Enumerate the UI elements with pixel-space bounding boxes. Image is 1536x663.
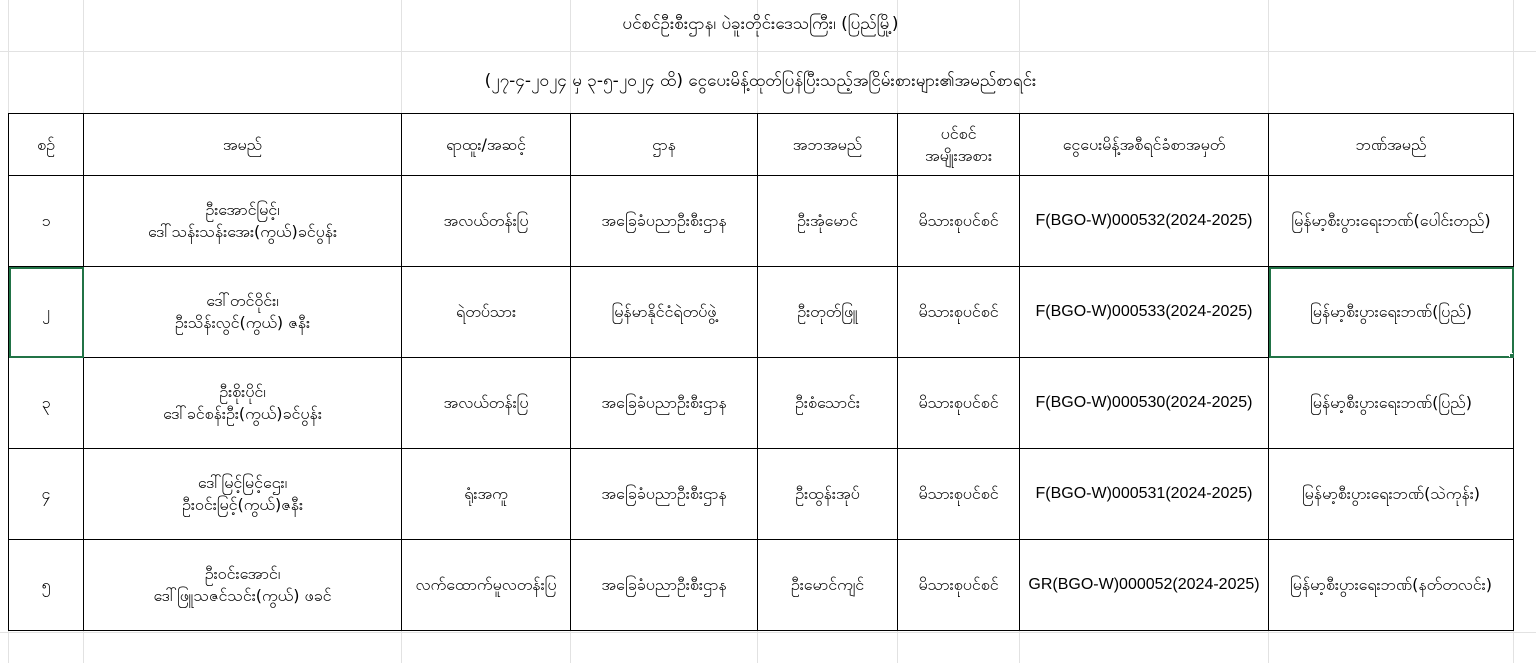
table-row (9, 176, 1514, 267)
cell-name[interactable] (84, 176, 402, 267)
header-order-no[interactable]: ငွေပေးမိန့်အစီရင်ခံစာအမှတ် (1020, 114, 1269, 176)
name-line-2: ဒေါ်ခင်စန်းဦး(ကွယ်)ခင်ပွန်း (163, 404, 322, 423)
cell-no[interactable]: ၄ (9, 449, 84, 540)
cell-rank[interactable]: ရဲတပ်သား (402, 267, 571, 358)
name-line-2: ဒေါ်သန်းသန်းအေး(ကွယ်)ခင်ပွန်း (147, 222, 338, 241)
fill-handle[interactable] (1509, 353, 1514, 358)
name-line-1: ဒေါ်မြင့်မြင့်ဌေး၊ (197, 473, 288, 492)
header-pension-type[interactable]: ပင်စင် အမျိုးအစား (898, 114, 1020, 176)
cell-name[interactable] (84, 449, 402, 540)
cell-department[interactable]: အခြေခံပညာဦးစီးဌာန (571, 540, 758, 631)
cell-no[interactable]: ၃ (9, 358, 84, 449)
cell-no[interactable]: ၁ (9, 176, 84, 267)
name-line-2: ဒေါ်ဖြူသဇင်သင်း(ကွယ်) ဖခင် (153, 586, 332, 605)
cell-bank-selected[interactable] (1269, 267, 1514, 358)
table-row (9, 358, 1514, 449)
cell-pension-type[interactable]: မိသားစုပင်စင် (898, 449, 1020, 540)
cell-department[interactable]: အခြေခံပညာဦးစီးဌာန (571, 358, 758, 449)
cell-bank-text: မြန်မာ့စီးပွားရေးဘဏ်(ပြည်) (1310, 302, 1472, 321)
header-no[interactable]: စဉ် (9, 114, 84, 176)
cell-father[interactable]: ဦးစံသောင်း (758, 358, 898, 449)
cell-name[interactable] (84, 267, 402, 358)
cell-order-no[interactable]: F(BGO-W)000531(2024-2025) (1020, 449, 1269, 540)
name-line-2: ဦးဝင်းမြင့်(ကွယ်)ဇနီး (181, 495, 304, 514)
table-row (9, 540, 1514, 631)
cell-name[interactable] (84, 358, 402, 449)
cell-order-no[interactable]: F(BGO-W)000532(2024-2025) (1020, 176, 1269, 267)
header-name[interactable]: အမည် (84, 114, 402, 176)
cell-bank[interactable]: မြန်မာ့စီးပွားရေးဘဏ်(နတ်တလင်း) (1269, 540, 1514, 631)
cell-order-no[interactable]: GR(BGO-W)000052(2024-2025) (1020, 540, 1269, 631)
cell-pension-type[interactable]: မိသားစုပင်စင် (898, 540, 1020, 631)
name-line-1: ဦးအောင်မြင့်၊ (205, 200, 280, 219)
cell-pension-type[interactable]: မိသားစုပင်စင် (898, 267, 1020, 358)
grid-line (0, 632, 1536, 633)
table-row (9, 449, 1514, 540)
cell-father[interactable]: ဦးတုတ်ဖြူ (758, 267, 898, 358)
cell-father[interactable]: ဦးထွန်းအုပ် (758, 449, 898, 540)
cell-rank[interactable]: ရုံးအကူ (402, 449, 571, 540)
header-department[interactable]: ဌာန (571, 114, 758, 176)
name-line-1: ဒေါ်တင်ဝိုင်း၊ (206, 291, 279, 310)
pensioner-table (8, 113, 1514, 631)
header-bank[interactable]: ဘဏ်အမည် (1269, 114, 1514, 176)
name-line-2: ဦးသိန်းလွင်(ကွယ်) ဇနီး (174, 313, 311, 332)
cell-department[interactable]: မြန်မာနိုင်ငံရဲတပ်ဖွဲ့ (571, 267, 758, 358)
name-line-1: ဦးစိုးပိုင်၊ (219, 382, 266, 401)
cell-order-no[interactable]: F(BGO-W)000533(2024-2025) (1020, 267, 1269, 358)
cell-pension-type[interactable]: မိသားစုပင်စင် (898, 176, 1020, 267)
cell-department[interactable]: အခြေခံပညာဦးစီးဌာန (571, 449, 758, 540)
cell-no[interactable]: ၅ (9, 540, 84, 631)
grid-line (0, 51, 1536, 52)
cell-name[interactable] (84, 540, 402, 631)
cell-no[interactable]: ၂ (9, 267, 84, 358)
sheet-subtitle[interactable]: (၂၇-၄-၂၀၂၄ မှ ၃-၅-၂၀၂၄ ထိ) ငွေပေးမိန့်ထုတ်ပြန်ပြီးသည့်အငြိမ်းစားများ၏အမည်စာရင်း (484, 71, 1037, 91)
cell-order-no[interactable]: F(BGO-W)000530(2024-2025) (1020, 358, 1269, 449)
cell-bank[interactable]: မြန်မာ့စီးပွားရေးဘဏ်(ပြည်) (1269, 358, 1514, 449)
cell-father[interactable]: ဦးမောင်ကျင် (758, 540, 898, 631)
cell-rank[interactable]: လက်ထောက်မူလတန်းပြ (402, 540, 571, 631)
cell-rank[interactable]: အလယ်တန်းပြ (402, 358, 571, 449)
cell-father[interactable]: ဦးအုံမောင် (758, 176, 898, 267)
cell-bank[interactable]: မြန်မာ့စီးပွားရေးဘဏ်(ပေါင်းတည်) (1269, 176, 1514, 267)
cell-bank[interactable]: မြန်မာ့စီးပွားရေးဘဏ်(သဲကုန်း) (1269, 449, 1514, 540)
header-rank[interactable]: ရာထူး/အဆင့် (402, 114, 571, 176)
cell-department[interactable]: အခြေခံပညာဦးစီးဌာန (571, 176, 758, 267)
header-row (9, 114, 1514, 176)
name-line-1: ဦးဝင်းအောင်၊ (204, 564, 281, 583)
sheet-title[interactable]: ပင်စင်ဦးစီးဌာန၊ ပဲခူးတိုင်းဒေသကြီး၊ (ပြည်မြို့) (622, 14, 899, 34)
table-row (9, 267, 1514, 358)
header-father[interactable]: အဘအမည် (758, 114, 898, 176)
cell-rank[interactable]: အလယ်တန်းပြ (402, 176, 571, 267)
cell-pension-type[interactable]: မိသားစုပင်စင် (898, 358, 1020, 449)
